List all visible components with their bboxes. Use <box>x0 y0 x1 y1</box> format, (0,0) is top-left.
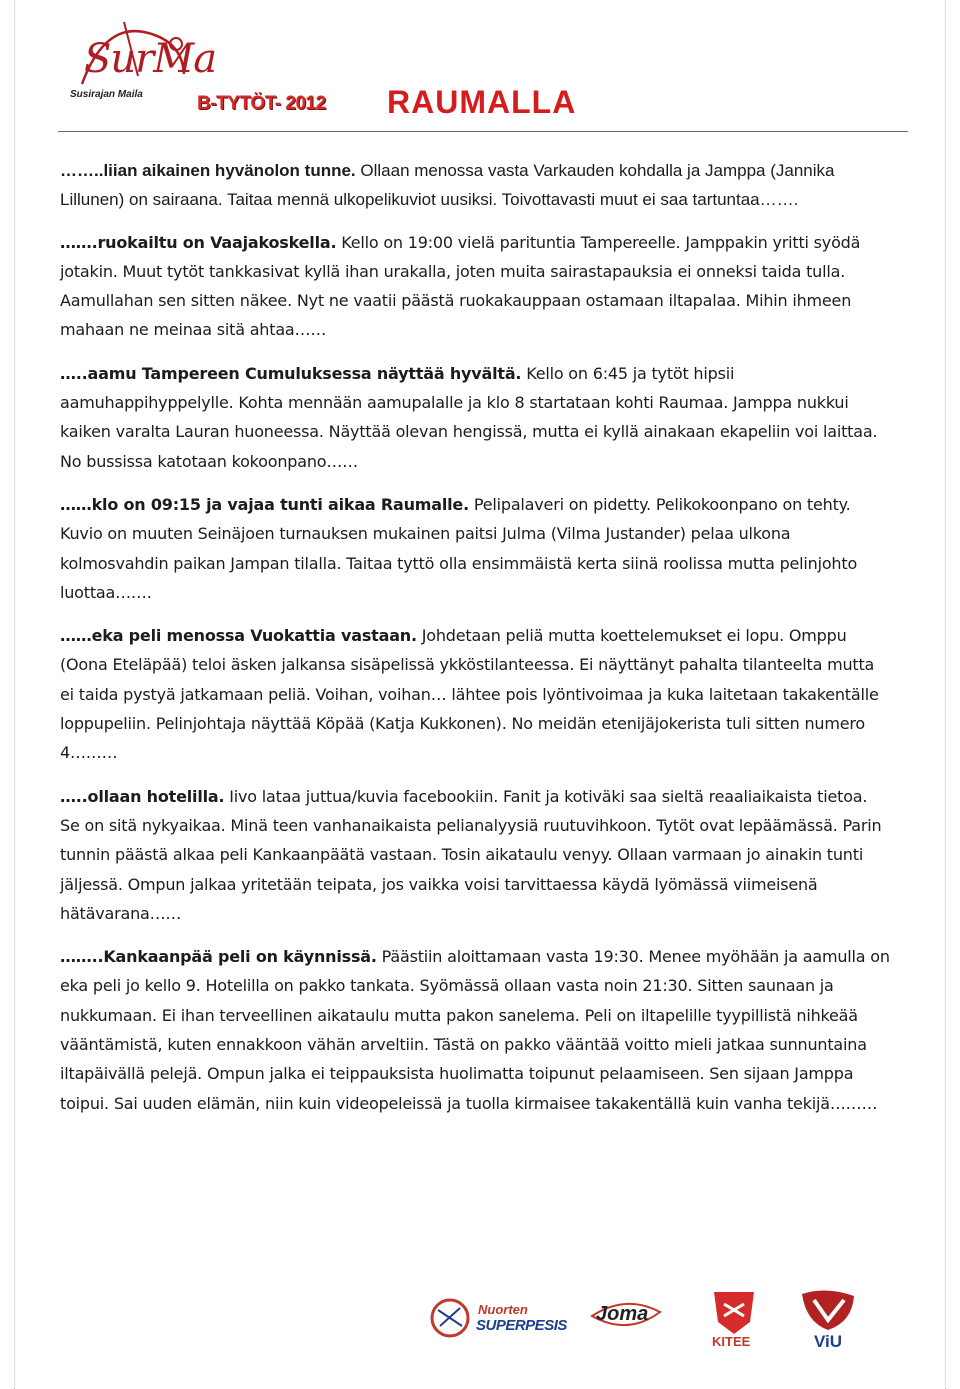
page-frame-left <box>14 0 15 1389</box>
paragraph-7 <box>60 942 890 1118</box>
paragraph-5 <box>60 621 890 767</box>
paragraph-lead: ……..liian aikainen hyvänolon tunne. <box>60 161 356 180</box>
paragraph-text: Ollaan menossa vasta Varkauden kohdalla ja Jamppa (Jannika Lillunen) on sairaana. Taitaa mennä ulkopelikuviot uusiksi. Toivottavasti muut ei saa tartuntaa……. <box>60 161 835 210</box>
paragraph-lead: …..ollaan hotelilla. <box>60 786 225 806</box>
paragraph-2 <box>60 228 890 345</box>
viu-logo <box>792 1286 866 1356</box>
viu-text: ViU <box>814 1332 843 1351</box>
paragraph-lead: ……eka peli menossa Vuokattia vastaan. <box>60 626 417 646</box>
page-frame-right <box>945 0 946 1389</box>
header-subtitle: B-TYTÖT- 2012 <box>197 93 326 114</box>
paragraph-3 <box>60 359 890 476</box>
paragraph-text: Pelipalaveri on pidetty. Pelikokoonpano on tehty. Kuvio on muuten Seinäjoen turnauksen mukainen paitsi Julma (Vilma Justander) pelaa ulkona kolmosvahdin paikan Jampan tilalla. Taitaa tyttö olla ensimmäistä kerta siinä roolissa mutta pelinjohto luottaa……. <box>60 494 858 602</box>
joma-logo <box>588 1292 664 1338</box>
paragraph-4 <box>60 490 890 607</box>
header-divider <box>58 131 908 132</box>
superpesis-main-text: SUPERPESIS <box>476 1317 567 1334</box>
kitee-logo <box>700 1282 768 1352</box>
joma-text: Joma <box>596 1303 649 1325</box>
paragraph-lead: ……..Kankaanpää peli on käynnissä. <box>60 947 377 967</box>
paragraph-lead: ……klo on 09:15 ja vajaa tunti aikaa Raumalle. <box>60 494 469 514</box>
paragraph-lead: …..aamu Tampereen Cumuluksessa näyttää hyvältä. <box>60 363 522 383</box>
logo-subtitle: Susirajan Maila <box>70 89 143 100</box>
paragraph-1 <box>60 156 890 215</box>
article-body <box>60 156 890 1132</box>
logo-script-text: SurMa <box>84 36 217 82</box>
surma-logo <box>64 14 217 116</box>
sponsor-logos <box>420 1282 880 1362</box>
kitee-text: KITEE <box>712 1334 751 1349</box>
paragraph-text: Iivo lataa juttua/kuvia facebookiin. Fanit ja kotiväki saa sieltä reaaliaikaista tietoa. Se on sitä nykyaikaa. Minä teen vanhanaikaista pelianalyysiä ruutuvihkoon. Tytöt ovat lepäämässä. Parin tunnin päästä alkaa peli Kankaanpäätä vastaan. Tosin aikataulu venyy. Ollaan varmaan jo ainakin tunti jäljessä. Ompun jalkaa yritetään teipata, jos vaikka voisi tarvittaessa käydä lyömässä viimeisenä hätävarana…… <box>60 786 882 923</box>
page-title: RAUMALLA <box>387 84 577 120</box>
paragraph-text: Päästiin aloittamaan vasta 19:30. Menee myöhään ja aamulla on eka peli jo kello 9. Hotelilla on pakko tankata. Syömässä ollaan vasta noin 21:30. Sitten saunaan ja nukkumaan. Ei ihan terveellinen aikataulu mutta pakon sanelema. Peli on iltapelille tyypillistä nihkeää vääntämistä, kuten ennakkoon vähän arveltiin. Tästä on pakko vääntää voitto mieli jatkaa sunnuntaina iltapäivällä pelejä. Ompun jalka ei teippauksista huolimatta toipunut pelaamiseen. Sen sijaan Jamppa toipui. Sai uuden elämän, niin kuin videopeleissä ja tuolla kirmaisee takakentällä kuin vanha tekijä……… <box>60 947 890 1113</box>
superpesis-top-text: Nuorten <box>478 1302 528 1317</box>
superpesis-logo <box>428 1290 570 1346</box>
paragraph-text: Johdetaan peliä mutta koettelemukset ei lopu. Omppu (Oona Eteläpää) teloi äsken jalkansa sisäpelissä ykköstilanteessa. Ei näyttänyt pahalta tilanteelta mutta ei taida pystyä jatkamaan peliä. Voihan, voihan… lähtee pois lyöntivoimaa ja kuka laitetaan takakentälle loppupeliin. Pelinjohtaja näyttää Köpää (Katja Kukkonen). No meidän etenijäjokerista tuli sitten numero 4……… <box>60 626 879 763</box>
paragraph-text: Kello on 19:00 vielä parituntia Tampereelle. Jamppakin yritti syödä jotakin. Muut tytöt tankkasivat kyllä ihan urakalla, joten muita sairastapauksia ei onneksi taida tulla. Aamullahan sen sitten näkee. Nyt ne vaatii päästä ruokakauppaan ostamaan iltapalaa. Mihin ihmeen mahaan ne meinaa sitä ahtaa…… <box>60 232 861 340</box>
paragraph-lead: …….ruokailtu on Vaajakoskella. <box>60 232 337 252</box>
paragraph-6 <box>60 782 890 928</box>
paragraph-text: Kello on 6:45 ja tytöt hipsii aamuhappihyppelylle. Kohta mennään aamupalalle ja klo 8 startataan kohti Raumaa. Jamppa nukkui kaiken varalta Lauran huoneessa. Näyttää olevan hengissä, mutta ei kyllä ainakaan ekapeliin voi laittaa. No bussissa katotaan kokoonpano…… <box>60 363 878 471</box>
